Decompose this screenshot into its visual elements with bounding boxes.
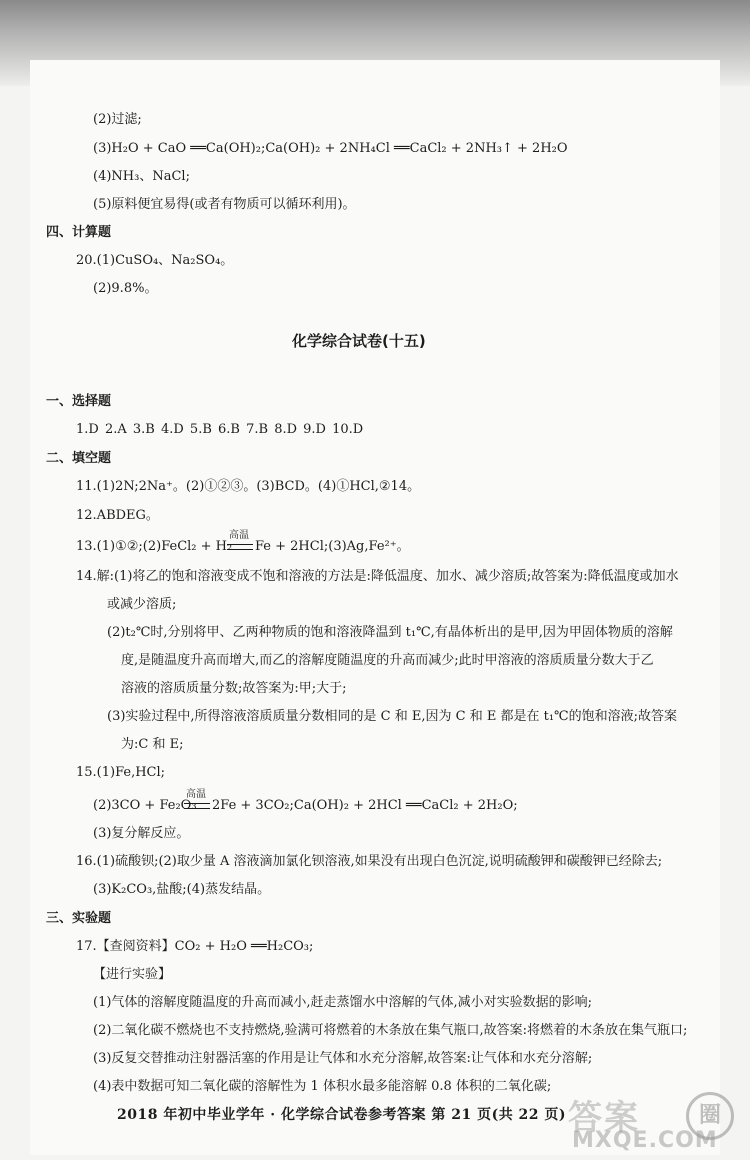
- answer-line: (2)t₂℃时,分别将甲、乙两种物质的饱和溶液降温到 t₁℃,有晶体析出的是甲,因为甲固体物质的溶解: [107, 625, 673, 640]
- answer-line: (3)实验过程中,所得溶液溶质质量分数相同的是 C 和 E,因为 C 和 E 都是在 t₁℃的饱和溶液;故答案: [107, 709, 677, 724]
- answer-line: (5)原料便宜易得(或者有物质可以循环利用)。: [93, 197, 356, 212]
- answer-line: 16.(1)硫酸钡;(2)取少量 A 溶液滴加氯化钡溶液,如果没有出现白色沉淀,说明硫酸钾和碳酸钾已经除去;: [76, 854, 663, 869]
- answer-line: (4)NH₃、NaCl;: [93, 169, 190, 184]
- answer-line: (2)二氧化碳不燃烧也不支持燃烧,验满可将燃着的木条放在集气瓶口,故答案:将燃着的木条放在集气瓶口;: [93, 1023, 688, 1038]
- answer-line: (3)H₂O + CaO ══Ca(OH)₂;Ca(OH)₂ + 2NH₄Cl ══CaCl₂ + 2NH₃↑ + 2H₂O: [93, 141, 568, 156]
- answer-line: (4)表中数据可知二氧化碳的溶解性为 1 体积水最多能溶解 0.8 体积的二氧化碳;: [93, 1079, 552, 1094]
- exam-title: 化学综合试卷(十五): [292, 332, 426, 350]
- answer-line: (2)3CO + Fe₂O₃: [93, 798, 197, 813]
- watermark-logo-icon: 圈: [686, 1092, 734, 1140]
- answer-line: 为:C 和 E;: [121, 737, 184, 752]
- answer-line: 溶液的溶质质量分数;故答案为:甲;大于;: [121, 681, 347, 696]
- section-heading: 三、实验题: [46, 911, 112, 926]
- answer-line: (1)气体的溶解度随温度的升高而减小,赶走蒸馏水中溶解的气体,减小对实验数据的影响;: [93, 995, 593, 1010]
- answer-line: 15.(1)Fe,HCl;: [76, 765, 166, 780]
- answer-line: 【进行实验】: [93, 967, 172, 982]
- choice-answers: 1.D 2.A 3.B 4.D 5.B 6.B 7.B 8.D 9.D 10.D: [76, 422, 364, 437]
- site-watermark: [568, 1088, 738, 1154]
- watermark-url: MXQE.COM: [572, 1128, 718, 1153]
- reaction-condition: 高温: [186, 789, 206, 800]
- answer-line: (2)9.8%。: [93, 281, 158, 296]
- answer-line: 度,是随温度升高而增大,而乙的溶解度随温度的升高而减少;此时甲溶液的溶质质量分数大于乙: [121, 653, 654, 668]
- answer-line: 11.(1)2N;2Na⁺。(2)①②③。(3)BCD。(4)①HCl,②14。: [76, 479, 421, 494]
- answer-line: 17.【查阅资料】CO₂ + H₂O ══H₂CO₃;: [76, 939, 314, 954]
- page-footer: 2018 年初中毕业学年 · 化学综合试卷参考答案 第 21 页(共 22 页): [117, 1107, 567, 1123]
- answer-line: 14.解:(1)将乙的饱和溶液变成不饱和溶液的方法是:降低温度、加水、减少溶质;故答案为:降低温度或加水: [76, 569, 679, 584]
- answer-line: 2Fe + 3CO₂;Ca(OH)₂ + 2HCl ══CaCl₂ + 2H₂O;: [212, 798, 518, 813]
- section-heading: 四、计算题: [46, 225, 112, 240]
- answer-line: (3)反复交替推动注射器活塞的作用是让气体和水充分溶解,故答案:让气体和水充分溶解;: [93, 1051, 593, 1066]
- answer-line: 13.(1)①②;(2)FeCl₂ + H₂: [76, 539, 233, 554]
- section-heading: 一、选择题: [46, 394, 112, 409]
- section-heading: 二、填空题: [46, 451, 112, 466]
- answer-line: 12.ABDEG。: [76, 508, 159, 523]
- answer-line: (2)过滤;: [93, 112, 142, 127]
- equation-sign: [227, 544, 253, 550]
- answer-line: Fe + 2HCl;(3)Ag,Fe²⁺。: [255, 539, 410, 554]
- answer-line: 20.(1)CuSO₄、Na₂SO₄。: [76, 253, 234, 268]
- watermark-text: 答案: [568, 1098, 640, 1138]
- answer-line: 或减少溶质;: [107, 597, 177, 612]
- equation-sign: [184, 803, 210, 809]
- answer-line: (3)复分解反应。: [93, 826, 190, 841]
- reaction-condition: 高温: [229, 530, 249, 541]
- answer-line: (3)K₂CO₃,盐酸;(4)蒸发结晶。: [93, 882, 271, 897]
